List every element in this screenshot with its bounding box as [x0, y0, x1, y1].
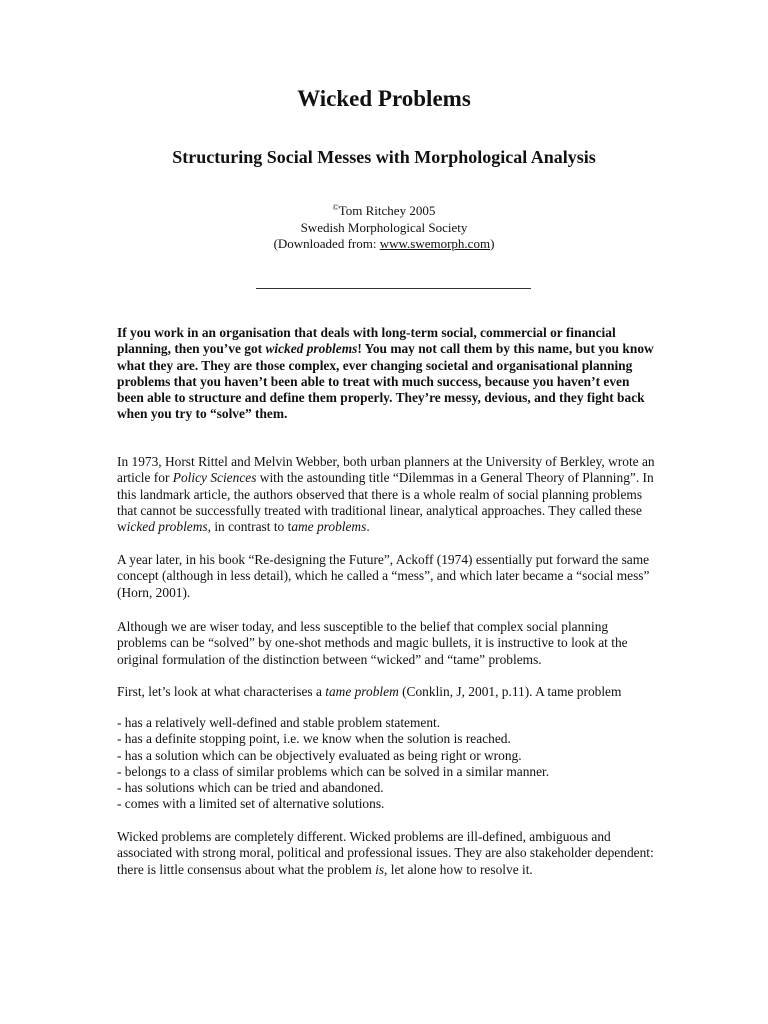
download-line	[0, 236, 768, 253]
tame-problem-list	[117, 715, 657, 813]
list-item: - has a solution which can be objectively evaluated as being right or wrong.	[117, 747, 522, 763]
author-text: Tom Ritchey 2005	[338, 203, 436, 218]
p4-text-c: (Conklin, J, 2001, p.11). A tame problem	[398, 684, 622, 699]
list-item: - comes with a limited set of alternative solutions.	[117, 796, 385, 812]
download-link[interactable]: www.swemorph.com	[379, 236, 491, 251]
list-item: - has a relatively well-defined and stable problem statement.	[117, 715, 441, 730]
paragraph-ackoff	[117, 552, 657, 601]
p1-text-c: with the astounding title “Dilemmas in a General Theory of Planning”. In this landmark article, the authors observed that there is a whole realm of social planning problems that cannot be successfully treated with traditional linear, analytical approaches. They called these w	[117, 470, 654, 535]
p1-text-g: .	[366, 519, 370, 535]
list-item: - has solutions which can be tried and abandoned.	[117, 780, 384, 796]
p5-text-c: , let alone how to resolve it.	[384, 861, 533, 877]
page-subtitle: Structuring Social Messes with Morphological Analysis	[172, 147, 596, 167]
p1-italic-tame: ame problems	[291, 519, 367, 535]
p1-text-e: , in contrast to t	[207, 519, 292, 535]
p4-text-a: First, let’s look at what characterises a	[117, 684, 326, 699]
p5-text-a: Wicked problems are completely different. Wicked problems are ill-defined, ambiguous and associated with strong moral, political and professional issues. They are also stakeholder dependent: there is little consensus about what the problem	[117, 829, 654, 877]
p5-italic: is	[375, 861, 385, 877]
author-block	[0, 200, 768, 253]
download-prefix: (Downloaded from:	[273, 236, 380, 251]
p3-text: Although we are wiser today, and less susceptible to the belief that complex social planning problems can be “solved” by one-shot methods and magic bullets, it is instructive to look at the original formulation of the distinction between “wicked” and “tame” problems.	[117, 619, 628, 667]
paragraph-wiser-today	[117, 619, 657, 668]
paragraph-tame-problem-intro	[117, 684, 657, 700]
p4-italic: tame problem	[325, 684, 399, 699]
horizontal-divider	[256, 288, 531, 289]
author-line	[0, 200, 768, 220]
copyright-symbol: ©	[332, 203, 339, 212]
download-suffix: )	[490, 236, 495, 251]
list-item: - has a definite stopping point, i.e. we know when the solution is reached.	[117, 731, 511, 747]
paragraph-wicked-different	[117, 829, 657, 878]
paragraph-rittel-webber	[117, 454, 657, 535]
organisation: Swedish Morphological Society	[300, 219, 468, 235]
abstract-text-1: If you work in an organisation that deals with long-term social, commercial or financial planning, then you’ve got	[117, 325, 616, 357]
p2-text: A year later, in his book “Re-designing the Future”, Ackoff (1974) essentially put forward the same concept (although in less detail), which he called a “mess”, and which later became a “social mess” (Horn, 2001).	[117, 552, 650, 600]
p1-italic-wicked: icked problems	[126, 519, 208, 535]
abstract-italic: wicked problems	[265, 341, 358, 357]
list-item: - belongs to a class of similar problems which can be solved in a similar manner.	[117, 763, 550, 779]
abstract-text-2: ! You may not call them by this name, but you know what they are. They are those complex, ever changing societal and organisational planning problems that you haven’t been able to treat with much success, because you haven’t even been able to structure and define them properly. They’re messy, devious, and they fight back when you try to “solve” them.	[117, 341, 654, 422]
p1-text-a: In 1973, Horst Rittel and Melvin Webber, both urban planners at the University of Berkley, wrote an article for	[117, 454, 655, 486]
abstract-paragraph	[117, 325, 657, 423]
page-title: Wicked Problems	[297, 86, 471, 111]
p1-italic-policy-sciences: Policy Sciences	[172, 470, 257, 486]
